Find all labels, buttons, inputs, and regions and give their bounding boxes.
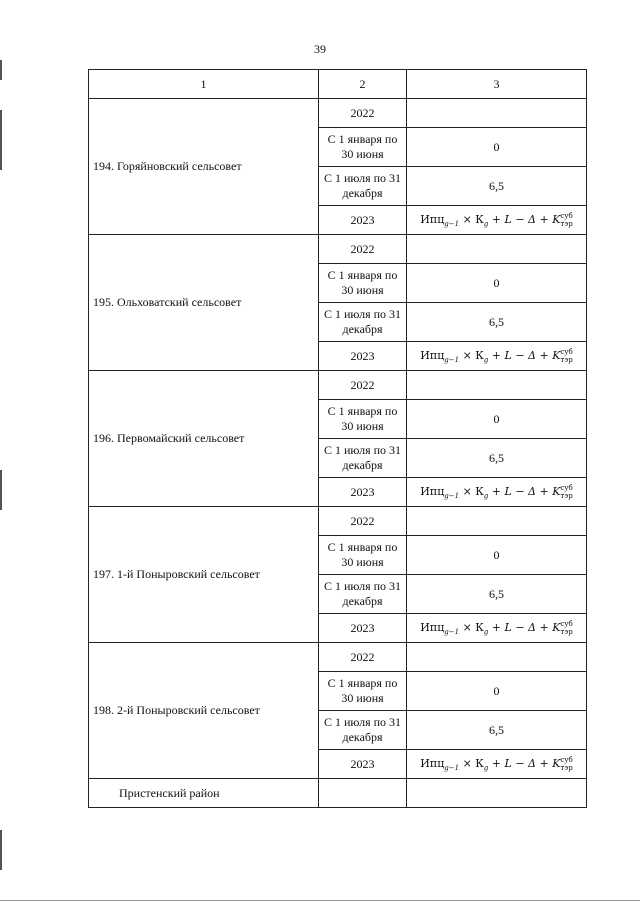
formula-sub-g: g: [483, 492, 489, 501]
page-bottom-edge: [0, 900, 640, 901]
period-jul-dec: С 1 июля по 31 декабря: [319, 167, 407, 206]
formula-tail: + L − Δ + K: [488, 348, 561, 362]
scan-mark: [0, 470, 2, 510]
table-row: [89, 235, 587, 264]
header-col-1: 1: [89, 70, 319, 99]
table-header-row: [89, 70, 587, 99]
period-2022: 2022: [319, 235, 407, 264]
formula-sub-g1: g−1: [444, 492, 460, 501]
value-jan-jun: 0: [407, 672, 587, 711]
formula-sub-g1: g−1: [444, 220, 460, 229]
formula-tail: + L − Δ + K: [488, 212, 561, 226]
formula-sub-ter: тэр: [560, 355, 573, 364]
period-jul-dec: С 1 июля по 31 декабря: [319, 711, 407, 750]
formula-sub-g: g: [483, 220, 489, 229]
value-jan-jun: 0: [407, 536, 587, 575]
formula-kg: × К: [459, 756, 484, 770]
formula-kg: × К: [459, 620, 484, 634]
period-jan-jun: С 1 января по 30 июня: [319, 128, 407, 167]
value-empty: [407, 371, 587, 400]
formula-sub-g: g: [483, 764, 489, 773]
period-jul-dec: С 1 июля по 31 декабря: [319, 439, 407, 478]
value-jul-dec: 6,5: [407, 711, 587, 750]
formula-ipc: Ипц: [420, 348, 445, 362]
formula-supsub: [560, 756, 572, 772]
formula-sub-g: g: [483, 356, 489, 365]
formula-tail: + L − Δ + K: [488, 484, 561, 498]
formula-ipc: Ипц: [420, 620, 445, 634]
value-jan-jun: 0: [407, 128, 587, 167]
period-jul-dec: С 1 июля по 31 декабря: [319, 303, 407, 342]
period-2022: 2022: [319, 643, 407, 672]
period-2023: 2023: [319, 614, 407, 643]
page-number: 39: [314, 42, 326, 56]
formula-sub-g: g: [483, 628, 489, 637]
settlement-name: 197. 1-й Поныровский сельсовет: [89, 507, 319, 643]
value-empty: [407, 99, 587, 128]
value-jan-jun: 0: [407, 264, 587, 303]
formula-2023: [407, 206, 587, 235]
value-empty: [407, 643, 587, 672]
value-empty: [407, 235, 587, 264]
settlement-name: 198. 2-й Поныровский сельсовет: [89, 643, 319, 779]
period-2022: 2022: [319, 371, 407, 400]
table-row: [89, 507, 587, 536]
formula-sub-ter: тэр: [560, 627, 573, 636]
formula-sub-g1: g−1: [444, 628, 460, 637]
period-jan-jun: С 1 января по 30 июня: [319, 400, 407, 439]
district-row: [89, 779, 587, 808]
value-jan-jun: 0: [407, 400, 587, 439]
formula-tail: + L − Δ + K: [488, 756, 561, 770]
formula-2023: [407, 478, 587, 507]
value-empty: [407, 507, 587, 536]
formula-sup-sub: суб: [560, 211, 573, 220]
period-2022: 2022: [319, 507, 407, 536]
formula-ipc: Ипц: [420, 212, 445, 226]
period-2022: 2022: [319, 99, 407, 128]
formula-sub-g1: g−1: [444, 764, 460, 773]
formula-kg: × К: [459, 212, 484, 226]
district-name: Пристенский район: [89, 779, 319, 808]
formula-sup-sub: суб: [560, 619, 573, 628]
header-col-2: 2: [319, 70, 407, 99]
district-col-2: [319, 779, 407, 808]
formula-2023: [407, 342, 587, 371]
formula-ipc: Ипц: [420, 756, 445, 770]
formula-sup-sub: суб: [560, 483, 573, 492]
period-2023: 2023: [319, 478, 407, 507]
scan-mark: [0, 60, 2, 80]
value-jul-dec: 6,5: [407, 303, 587, 342]
period-2023: 2023: [319, 750, 407, 779]
period-2023: 2023: [319, 342, 407, 371]
table-row: [89, 99, 587, 128]
district-col-3: [407, 779, 587, 808]
period-2023: 2023: [319, 206, 407, 235]
formula-sub-ter: тэр: [560, 763, 573, 772]
period-jan-jun: С 1 января по 30 июня: [319, 672, 407, 711]
formula-tail: + L − Δ + K: [488, 620, 561, 634]
formula-supsub: [560, 212, 572, 228]
formula-sub-g1: g−1: [444, 356, 460, 365]
value-jul-dec: 6,5: [407, 167, 587, 206]
formula-sup-sub: суб: [560, 755, 573, 764]
scan-mark: [0, 110, 2, 170]
formula-sub-ter: тэр: [560, 491, 573, 500]
tariff-table: [88, 69, 587, 808]
formula-supsub: [560, 620, 572, 636]
formula-kg: × К: [459, 484, 484, 498]
table-row: [89, 371, 587, 400]
formula-2023: [407, 750, 587, 779]
scan-mark: [0, 830, 2, 870]
formula-supsub: [560, 484, 572, 500]
header-col-3: 3: [407, 70, 587, 99]
period-jan-jun: С 1 января по 30 июня: [319, 264, 407, 303]
table-row: [89, 643, 587, 672]
formula-kg: × К: [459, 348, 484, 362]
settlement-name: 196. Первомайский сельсовет: [89, 371, 319, 507]
formula-sup-sub: суб: [560, 347, 573, 356]
formula-ipc: Ипц: [420, 484, 445, 498]
settlement-name: 194. Горяйновский сельсовет: [89, 99, 319, 235]
value-jul-dec: 6,5: [407, 575, 587, 614]
value-jul-dec: 6,5: [407, 439, 587, 478]
period-jan-jun: С 1 января по 30 июня: [319, 536, 407, 575]
formula-supsub: [560, 348, 572, 364]
period-jul-dec: С 1 июля по 31 декабря: [319, 575, 407, 614]
settlement-name: 195. Ольховатский сельсовет: [89, 235, 319, 371]
formula-sub-ter: тэр: [560, 219, 573, 228]
formula-2023: [407, 614, 587, 643]
